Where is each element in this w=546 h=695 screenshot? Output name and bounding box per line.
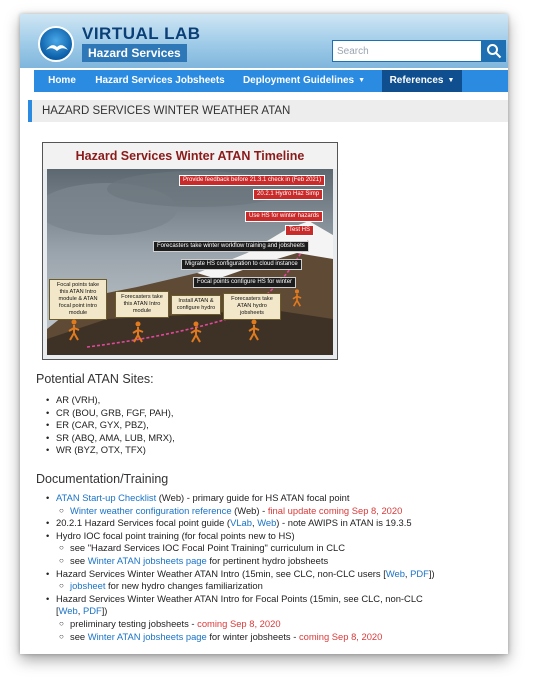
winter-jobsheets-link[interactable]: Winter ATAN jobsheets page — [87, 630, 207, 642]
status-note: final update coming Sep 8, 2020 — [267, 504, 403, 516]
list-text: for pertinent hydro jobsheets — [206, 554, 329, 566]
timeline-step: Install ATAN & configure hydro — [171, 295, 221, 315]
docs-list — [46, 492, 435, 643]
list-item: • AR (VRH), — [46, 394, 175, 407]
list-item — [46, 505, 435, 518]
list-item: • CR (BOU, GRB, FGF, PAH), — [46, 407, 175, 420]
list-item — [46, 492, 435, 505]
timeline-title: Hazard Services Winter ATAN Timeline — [43, 143, 337, 169]
list-text: ) - note AWIPS in ATAN is 19.3.5 — [276, 517, 412, 529]
list-text: 20.2.1 Hazard Services focal point guide ( — [56, 517, 231, 529]
timeline-image[interactable] — [42, 142, 338, 360]
list-item — [46, 530, 435, 543]
list-item — [46, 517, 435, 530]
list-item: • WR (BYZ, OTX, TFX) — [46, 444, 175, 457]
list-text: ]) — [428, 567, 435, 579]
search-icon — [486, 43, 502, 59]
list-item — [46, 631, 435, 644]
timeline-milestone: Provide feedback before 21.3.1 check in (Feb 2021) — [179, 175, 325, 186]
web-link[interactable]: Web — [58, 605, 78, 617]
site-header — [20, 14, 508, 68]
chevron-down-icon: ▼ — [358, 77, 366, 84]
list-text: Hazard Services Winter Weather ATAN Intro (15min, see CLC, non-CLC users [ — [56, 567, 386, 579]
title-accent — [28, 100, 32, 122]
winter-jobsheets-link[interactable]: Winter ATAN jobsheets page — [87, 554, 207, 566]
nav-deployment-label: Deployment Guidelines — [242, 75, 355, 86]
timeline-milestone: Use HS for winter hazards — [245, 211, 323, 222]
pdf-link[interactable]: PDF — [410, 567, 429, 579]
noaa-bird-icon — [46, 42, 68, 52]
list-item — [46, 618, 435, 631]
list-item: • SR (ABQ, AMA, LUB, MRX), — [46, 432, 175, 445]
list-item — [46, 580, 435, 593]
noaa-logo[interactable] — [38, 26, 74, 62]
timeline-milestone: Test HS — [285, 225, 314, 236]
list-text: , — [251, 517, 258, 529]
list-item — [46, 568, 435, 581]
list-text: for new hydro changes familiarization — [105, 580, 263, 592]
list-text: , — [404, 567, 411, 579]
jobsheet-link[interactable]: jobsheet — [70, 580, 106, 592]
hiker-icon — [67, 319, 81, 341]
docs-heading: Documentation/Training — [36, 472, 169, 486]
list-text: preliminary testing jobsheets - — [70, 617, 198, 629]
hiker-icon — [131, 321, 145, 343]
timeline-milestone: Forecasters take winter workflow training and jobsheets — [153, 241, 309, 252]
sites-heading: Potential ATAN Sites: — [36, 372, 154, 386]
timeline-milestone: 20.2.1 Hydro Haz Simp — [253, 189, 323, 200]
page-sheet — [20, 14, 508, 654]
chevron-down-icon: ▼ — [447, 77, 455, 84]
sites-list — [46, 394, 175, 457]
status-note: coming Sep 8, 2020 — [298, 630, 383, 642]
list-text: see — [70, 630, 88, 642]
list-text: , — [77, 605, 83, 617]
nav-references[interactable] — [382, 70, 462, 92]
pdf-link[interactable]: PDF — [82, 605, 102, 617]
list-text: Hazard Services Winter Weather ATAN Intro for Focal Points (15min, see CLC, non-CLC — [56, 592, 423, 604]
timeline-milestone: Migrate HS configuration to cloud instance — [181, 259, 302, 270]
timeline-milestone: Focal points configure HS for winter — [193, 277, 296, 288]
list-text: Hydro IOC focal point training (for focal points new to HS) — [56, 529, 295, 541]
list-item — [46, 593, 435, 606]
list-item: • ER (CAR, GYX, PBZ), — [46, 419, 175, 432]
page-title-bar — [28, 100, 508, 122]
brand-title[interactable]: VIRTUAL LAB — [82, 24, 201, 43]
nav-home-label: Home — [48, 75, 76, 86]
list-text: for winter jobsheets - — [206, 630, 299, 642]
web-link[interactable]: Web — [385, 567, 405, 579]
main-nav — [34, 70, 508, 92]
timeline-step: Forecasters take this ATAN Intro module — [115, 291, 169, 318]
list-text: see "Hazard Services IOC Focal Point Training" curriculum in CLC — [70, 542, 345, 554]
nav-references-label: References — [389, 75, 444, 86]
timeline-step: Focal points take this ATAN Intro module & ATAN focal point intro module — [49, 279, 107, 320]
nav-jobsheets-label: Hazard Services Jobsheets — [95, 75, 225, 86]
hiker-icon — [247, 319, 261, 341]
vlab-link[interactable]: VLab — [230, 517, 252, 529]
web-link[interactable]: Web — [257, 517, 277, 529]
nav-jobsheets[interactable] — [90, 70, 230, 92]
list-item — [46, 542, 435, 555]
search-input[interactable] — [332, 40, 482, 62]
list-text: (Web) - — [231, 504, 268, 516]
search-button[interactable] — [482, 40, 506, 62]
list-text: ]) — [101, 605, 108, 617]
page-title: HAZARD SERVICES WINTER WEATHER ATAN — [42, 105, 291, 117]
winter-config-link[interactable]: Winter weather configuration reference — [70, 504, 232, 516]
list-text: see — [70, 554, 88, 566]
status-note: coming Sep 8, 2020 — [197, 617, 281, 629]
nav-deployment[interactable] — [234, 70, 374, 92]
list-text: [ — [56, 605, 59, 617]
brand-subtitle[interactable]: Hazard Services — [82, 44, 187, 62]
nav-home[interactable] — [34, 70, 90, 92]
list-text: (Web) - primary guide for HS ATAN focal point — [156, 492, 350, 503]
atan-checklist-link[interactable]: ATAN Start-up Checklist — [56, 492, 157, 503]
list-item — [46, 555, 435, 568]
hiker-icon — [189, 321, 203, 343]
timeline-step: Forecasters take ATAN hydro jobsheets — [223, 293, 281, 320]
hiker-icon — [291, 289, 303, 307]
list-item-continuation — [46, 605, 435, 618]
